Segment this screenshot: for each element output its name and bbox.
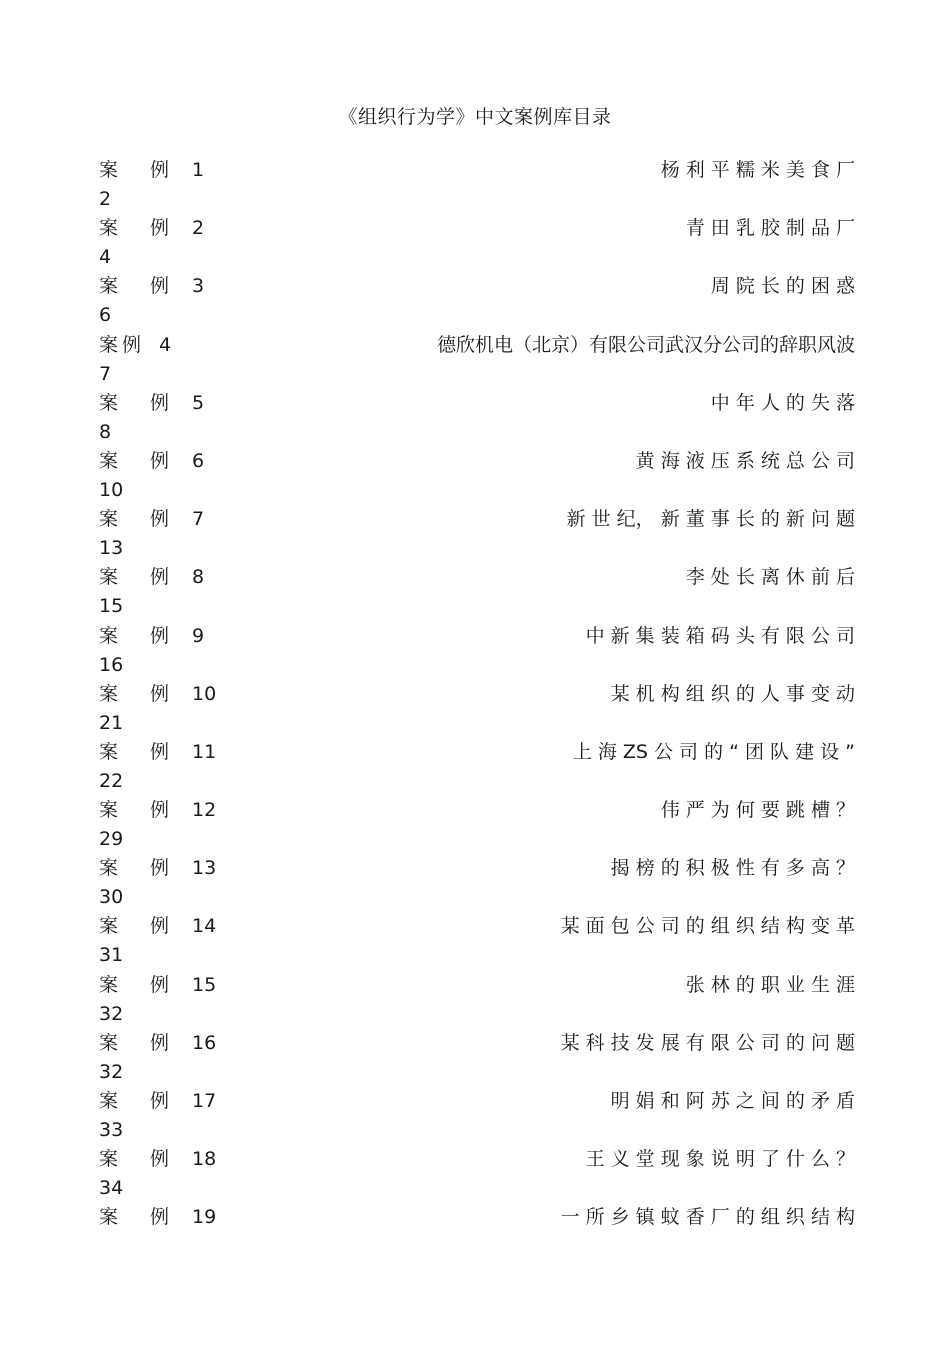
toc-entry[interactable] [99,1028,855,1086]
case-title: 上 海 ZS 公 司 的 “ 团 队 建 设 ” [572,740,855,763]
case-number: 19 [192,1206,217,1229]
toc-entry[interactable] [99,504,855,562]
case-number: 11 [192,740,217,763]
case-label [99,504,204,534]
toc-entry[interactable] [99,562,855,620]
page-number: 6 [99,304,112,327]
toc-entry[interactable] [99,388,855,446]
toc-entry-row [99,388,855,418]
toc-entry-row [99,446,855,476]
toc-entry[interactable] [99,1202,855,1260]
case-title: 周 院 长 的 困 惑 [710,275,855,298]
toc-entry-row [99,1086,855,1116]
toc-entry[interactable] [99,795,855,853]
page-number: 8 [99,420,112,443]
case-label-text: 案 例 [99,682,183,705]
case-label-text: 案 例 [99,1090,183,1112]
case-title: 某 面 包 公 司 的 组 织 结 构 变 革 [560,915,855,938]
case-number: 7 [192,508,205,531]
case-label [99,155,204,185]
case-label-text: 案 例 [99,566,183,589]
toc-entry[interactable] [99,970,855,1028]
toc-entry-row [99,911,855,941]
case-number: 15 [192,973,217,996]
page-number: 15 [99,595,124,618]
case-title: 王 义 堂 现 象 说 明 了 什 么 ？ [585,1148,855,1171]
table-of-contents [99,155,855,1261]
toc-entry[interactable] [99,1144,855,1202]
page-number: 4 [99,246,112,269]
toc-entry[interactable] [99,911,855,969]
page-number: 22 [99,769,124,792]
case-title: 青 田 乳 胶 制 品 厂 [685,217,855,240]
case-title: 某 科 技 发 展 有 限 公 司 的 问 题 [560,1031,855,1054]
case-label [99,1086,216,1116]
case-title: 一 所 乡 镇 蚊 香 厂 的 组 织 结 构 [560,1206,855,1229]
case-title: 杨 利 平 糯 米 美 食 厂 [660,159,855,181]
case-label [99,679,216,709]
case-label [99,213,204,243]
case-label [99,1028,216,1058]
toc-entry-row [99,1028,855,1058]
toc-entry-row [99,271,855,301]
case-label [99,562,204,592]
case-number: 1 [192,159,205,181]
case-label-text: 案 例 [99,799,183,822]
case-number: 5 [192,391,205,414]
case-label [99,1202,216,1232]
case-label-text: 案 例 [99,1031,183,1054]
toc-entry-row [99,737,855,767]
case-label-text: 案 例 [99,857,183,880]
toc-entry[interactable] [99,155,855,213]
case-label [99,970,216,1000]
case-title: 明 娟 和 阿 苏 之 间 的 矛 盾 [610,1090,855,1112]
toc-entry-row [99,562,855,592]
case-title: 新 世 纪， 新 董 事 长 的 新 问 题 [566,508,855,531]
case-label-text: 案 例 [99,915,183,938]
case-label [99,271,204,301]
case-label [99,737,216,767]
case-label-text: 案 例 [99,217,183,240]
case-title: 德欣机电（北京）有限公司武汉分公司的辞职风波 [436,333,855,356]
case-number: 6 [192,449,205,472]
case-number: 8 [192,566,205,589]
page-number: 34 [99,1177,124,1200]
toc-entry-row [99,330,855,360]
page-number: 31 [99,944,124,967]
case-number: 13 [192,857,217,880]
case-label-text: 案 例 [99,391,183,414]
toc-entry[interactable] [99,679,855,737]
toc-entry[interactable] [99,271,855,329]
toc-entry-row [99,504,855,534]
toc-entry-row [99,970,855,1000]
document-title: 《组织行为学》中文案例库目录 [338,106,612,128]
toc-entry[interactable] [99,621,855,679]
case-label-text: 案 例 [99,508,183,531]
case-number: 17 [192,1090,217,1112]
case-label [99,388,204,418]
page-number: 13 [99,537,124,560]
toc-entry-row [99,1202,855,1232]
case-label-text: 案 例 [99,159,183,181]
case-number: 18 [192,1148,217,1171]
case-number: 10 [192,682,217,705]
page-number: 32 [99,1002,124,1025]
page-number: 30 [99,886,124,909]
case-label-text: 案例 [99,333,146,356]
page-number: 21 [99,711,124,734]
case-title: 李 处 长 离 休 前 后 [685,566,855,589]
page-number: 29 [99,828,124,851]
page-number: 7 [99,362,112,385]
toc-entry[interactable] [99,330,855,388]
case-label-text: 案 例 [99,1206,183,1229]
page-number: 16 [99,653,124,676]
case-title: 中 年 人 的 失 落 [710,391,855,414]
toc-entry-row [99,795,855,825]
case-label [99,1144,216,1174]
toc-entry[interactable] [99,737,855,795]
case-title: 黄 海 液 压 系 统 总 公 司 [635,449,855,472]
toc-entry-row [99,679,855,709]
toc-entry[interactable] [99,446,855,504]
case-label [99,853,216,883]
page-number: 32 [99,1060,124,1083]
page-number: 33 [99,1119,124,1141]
case-number: 12 [192,799,217,822]
page-number: 2 [99,188,112,210]
case-label [99,621,204,651]
case-label-text: 案 例 [99,740,183,763]
toc-entry-row [99,213,855,243]
toc-entry[interactable] [99,1086,855,1144]
case-number: 3 [192,275,205,298]
case-label-text: 案 例 [99,624,183,647]
case-title: 揭 榜 的 积 极 性 有 多 高 ？ [610,857,855,880]
case-label [99,446,204,476]
case-number: 14 [192,915,217,938]
case-title: 某 机 构 组 织 的 人 事 变 动 [610,682,855,705]
toc-entry-row [99,621,855,651]
case-title: 伟 严 为 何 要 跳 槽 ？ [660,799,855,822]
case-number: 9 [192,624,205,647]
toc-entry[interactable] [99,213,855,271]
case-label-text: 案 例 [99,275,183,298]
toc-entry-row [99,155,855,185]
case-label-text: 案 例 [99,973,183,996]
case-label [99,330,171,360]
toc-entry-row [99,1144,855,1174]
toc-entry-row [99,853,855,883]
case-title: 张 林 的 职 业 生 涯 [685,973,855,996]
case-title: 中 新 集 装 箱 码 头 有 限 公 司 [585,624,855,647]
case-label [99,795,216,825]
page-number: 10 [99,478,124,501]
case-number: 4 [159,333,172,356]
case-label-text: 案 例 [99,1148,183,1171]
case-number: 16 [192,1031,217,1054]
case-number: 2 [192,217,205,240]
case-label-text: 案 例 [99,449,183,472]
case-label [99,911,216,941]
toc-entry[interactable] [99,853,855,911]
